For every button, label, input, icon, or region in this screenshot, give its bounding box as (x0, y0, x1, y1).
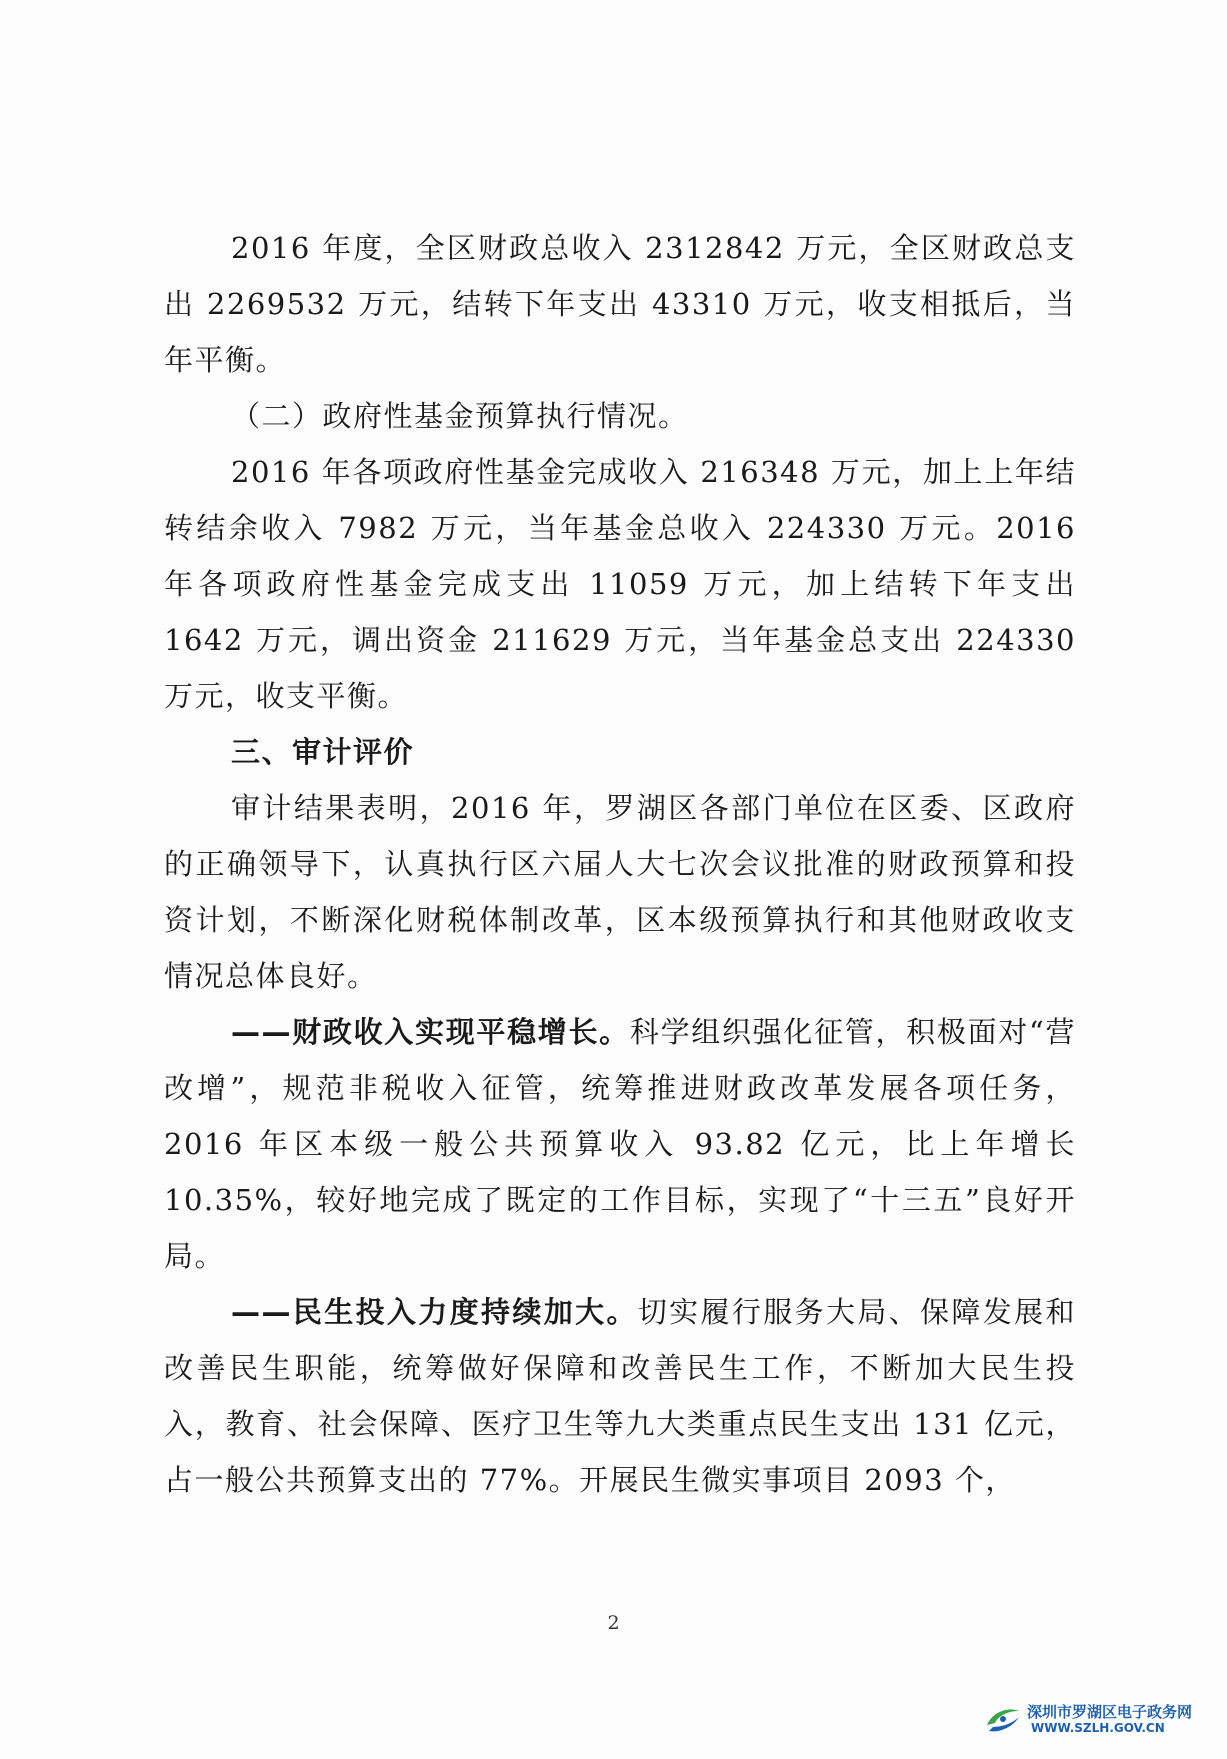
site-watermark (983, 1697, 1213, 1741)
revenue-growth-lead: ——财政收入实现平稳增长。 (231, 1015, 630, 1049)
paragraph-fund-budget: 2016 年各项政府性基金完成收入 216348 万元，加上上年结转结余收入 7982 万元，当年基金总收入 224330 万元。2016 年各项政府性基金完成支出 11059 万元，加上结转下年支出 1642 万元，调出资金 211629 万元，当年基金总支出 224330 万元，收支平衡。 (164, 455, 1076, 713)
paragraph-revenue-growth (164, 1004, 1076, 1284)
revenue-growth-body: 科学组织强化征管，积极面对“营改增”，规范非税收入征管，统筹推进财政改革发展各项任务，2016 年区本级一般公共预算收入 93.82 亿元，比上年增长10.35%，较好地完成了既定的工作目标，实现了“十三五”良好开局。 (164, 1015, 1076, 1273)
paragraph-livelihood-investment (164, 1284, 1076, 1508)
paragraph-audit-result: 审计结果表明，2016 年，罗湖区各部门单位在区委、区政府的正确领导下，认真执行区六届人大七次会议批准的财政预算和投资计划，不断深化财税体制改革，区本级预算执行和其他财政收支情况总体良好。 (164, 791, 1076, 993)
page-number: 2 (607, 1612, 620, 1634)
subsection-heading-fund-budget: （二）政府性基金预算执行情况。 (231, 399, 689, 433)
paragraph-total-revenue: 2016 年度，全区财政总收入 2312842 万元，全区财政总支出 2269532 万元，结转下年支出 43310 万元，收支相抵后，当年平衡。 (164, 231, 1076, 377)
document-body (164, 220, 1076, 1508)
watermark-url: WWW.SZLH.GOV.CN (1031, 1721, 1165, 1735)
livelihood-investment-body: 切实履行服务大局、保障发展和改善民生职能，统筹做好保障和改善民生工作，不断加大民生投入，教育、社会保障、医疗卫生等九大类重点民生支出 131 亿元，占一般公共预算支出的 77%。开展民生微实事项目 2093 个， (164, 1295, 1076, 1497)
watermark-title: 深圳市罗湖区电子政务网 (1027, 1703, 1193, 1721)
section-heading-audit-evaluation: 三、审计评价 (231, 735, 415, 769)
livelihood-investment-lead: ——民生投入力度持续加大。 (231, 1295, 638, 1329)
szlh-swoosh-logo-icon (983, 1699, 1023, 1739)
